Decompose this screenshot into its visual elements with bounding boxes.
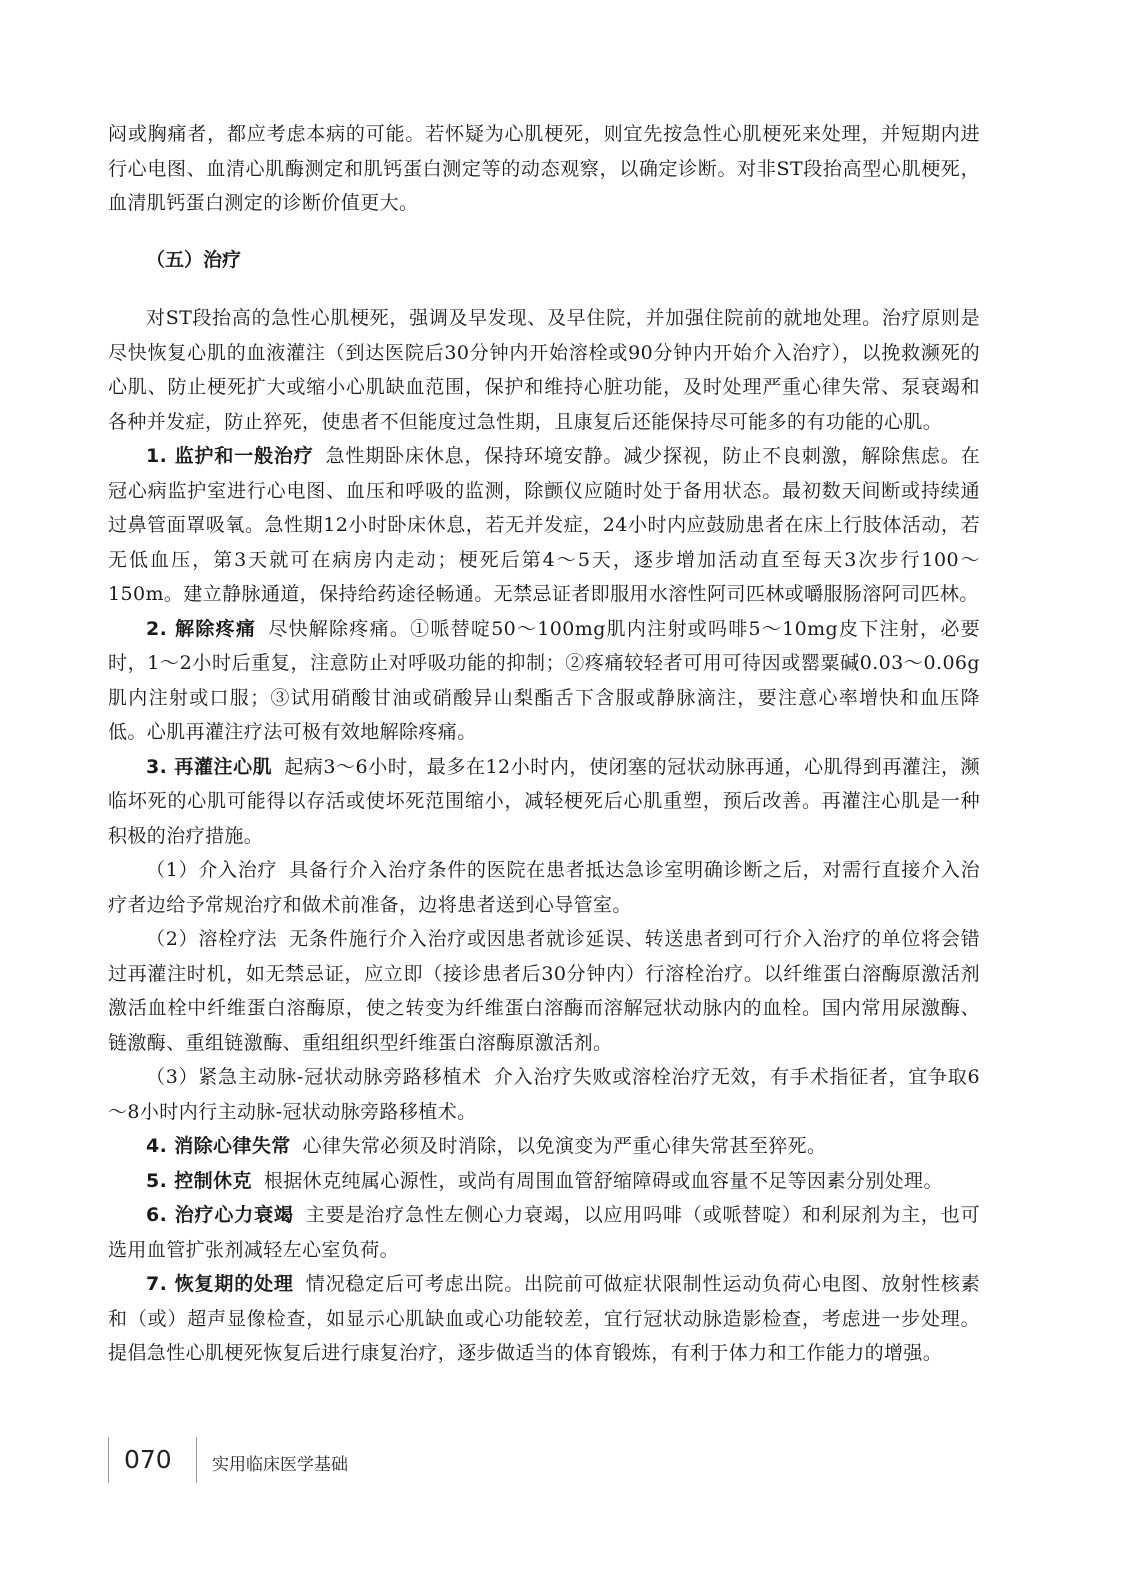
subitem-lead: （3）紧急主动脉-冠状动脉旁路移植术 [146, 1066, 482, 1088]
item-lead: 1. 监护和一般治疗 [146, 445, 314, 467]
item-lead: 3. 再灌注心肌 [146, 755, 273, 778]
treatment-subitem-3 [108, 1060, 980, 1129]
item-text: 心律失常必须及时消除，以免演变为严重心律失常甚至猝死。 [302, 1135, 827, 1157]
treatment-subitem-2 [108, 922, 980, 1060]
treatment-item-3 [108, 750, 980, 854]
subitem-text: 介入治疗失败或溶栓治疗无效，有手术指征者，宜争取6～8小时内行主动脉-冠状动脉旁路移植术。 [108, 1066, 980, 1123]
footer-divider [196, 1437, 197, 1483]
item-text: 起病3～6小时，最多在12小时内，使闭塞的冠状动脉再通，心肌得到再灌注，濒临坏死的心肌可能得以存活或使坏死范围缩小，减轻梗死后心肌重塑，预后改善。再灌注心肌是一种积极的治疗措施。 [108, 755, 980, 847]
continuation-paragraph: 闷或胸痛者，都应考虑本病的可能。若怀疑为心肌梗死，则宜先按急性心肌梗死来处理，并短期内进行心电图、血清心肌酶测定和肌钙蛋白测定等的动态观察，以确定诊断。对非ST段抬高型心肌梗死，血清肌钙蛋白测定的诊断价值更大。 [108, 123, 980, 214]
item-text: 根据休克纯属心源性，或尚有周围血管舒缩障碍或血容量不足等因素分别处理。 [263, 1169, 943, 1192]
subitem-lead: （1）介入治疗 [146, 859, 278, 881]
item-lead: 6. 治疗心力衰竭 [146, 1204, 294, 1226]
treatment-item-5 [108, 1164, 980, 1199]
treatment-subitem-1 [108, 853, 980, 922]
item-text: 急性期卧床休息，保持环境安静。减少探视，防止不良刺激，解除焦虑。在冠心病监护室进行心电图、血压和呼吸的监测，除颤仪应随时处于备用状态。最初数天间断或持续通过鼻管面罩吸氧。急性期12小时卧床休息，若无并发症，24小时内应鼓励患者在床上行肢体活动，若无低血压，第3天就可在病房内走动；梗死后第4～5天，逐步增加活动直至每天3次步行100～150m。建立静脉通道，保持给药途径畅通。无禁忌证者即服用水溶性阿司匹林或嚼服肠溶阿司匹林。 [108, 445, 980, 605]
subitem-text: 具备行介入治疗条件的医院在患者抵达急诊室明确诊断之后，对需行直接介入治疗者边给予常规治疗和做术前准备，边将患者送到心导管室。 [108, 859, 980, 916]
page-footer [108, 1437, 508, 1483]
item-lead: 2. 解除疼痛 [146, 617, 257, 640]
section-heading: （五）治疗 [146, 248, 242, 271]
item-lead: 7. 恢复期的处理 [146, 1273, 294, 1295]
treatment-item-4 [108, 1129, 980, 1164]
book-title: 实用临床医学基础 [212, 1455, 348, 1475]
page-body [108, 117, 980, 1371]
footer-divider [108, 1437, 109, 1483]
item-text: 主要是治疗急性左侧心力衰竭，以应用吗啡（或哌替啶）和利尿剂为主，也可选用血管扩张剂减轻左心室负荷。 [108, 1204, 980, 1261]
treatment-intro-paragraph: 对ST段抬高的急性心肌梗死，强调及早发现、及早住院，并加强住院前的就地处理。治疗原则是尽快恢复心肌的血液灌注（到达医院后30分钟内开始溶栓或90分钟内开始介入治疗），以挽救濒死的心肌、防止梗死扩大或缩小心肌缺血范围，保护和维持心脏功能，及时处理严重心律失常、泵衰竭和各种并发症，防止猝死，使患者不但能度过急性期，且康复后还能保持尽可能多的有功能的心肌。 [108, 307, 980, 433]
item-text: 情况稳定后可考虑出院。出院前可做症状限制性运动负荷心电图、放射性核素和（或）超声显像检查，如显示心肌缺血或心功能较差，宜行冠状动脉造影检查，考虑进一步处理。提倡急性心肌梗死恢复后进行康复治疗，逐步做适当的体育锻炼，有利于体力和工作能力的增强。 [108, 1273, 980, 1364]
subitem-lead: （2）溶栓疗法 [146, 928, 278, 950]
treatment-item-7 [108, 1267, 980, 1371]
item-lead: 5. 控制休克 [146, 1169, 252, 1192]
subitem-text: 无条件施行介入治疗或因患者就诊延误、转送患者到可行介入治疗的单位将会错过再灌注时机，如无禁忌证，应立即（接诊患者后30分钟内）行溶栓治疗。以纤维蛋白溶酶原激活剂激活血栓中纤维蛋白溶酶原，使之转变为纤维蛋白溶酶而溶解冠状动脉内的血栓。国内常用尿激酶、链激酶、重组链激酶、重组组织型纤维蛋白溶酶原激活剂。 [108, 928, 980, 1054]
page-number: 070 [124, 1445, 172, 1474]
item-text: 尽快解除疼痛。①哌替啶50～100mg肌内注射或吗啡5～10mg皮下注射，必要时，1～2小时后重复，注意防止对呼吸功能的抑制；②疼痛较轻者可用可待因或罂粟碱0.03～0.06g肌内注射或口服；③试用硝酸甘油或硝酸异山梨酯舌下含服或静脉滴注，要注意心率增快和血压降低。心肌再灌注疗法可极有效地解除疼痛。 [108, 617, 981, 743]
item-lead: 4. 消除心律失常 [146, 1135, 291, 1157]
treatment-item-2 [108, 612, 980, 750]
treatment-item-1 [108, 439, 980, 612]
treatment-item-6 [108, 1198, 980, 1267]
